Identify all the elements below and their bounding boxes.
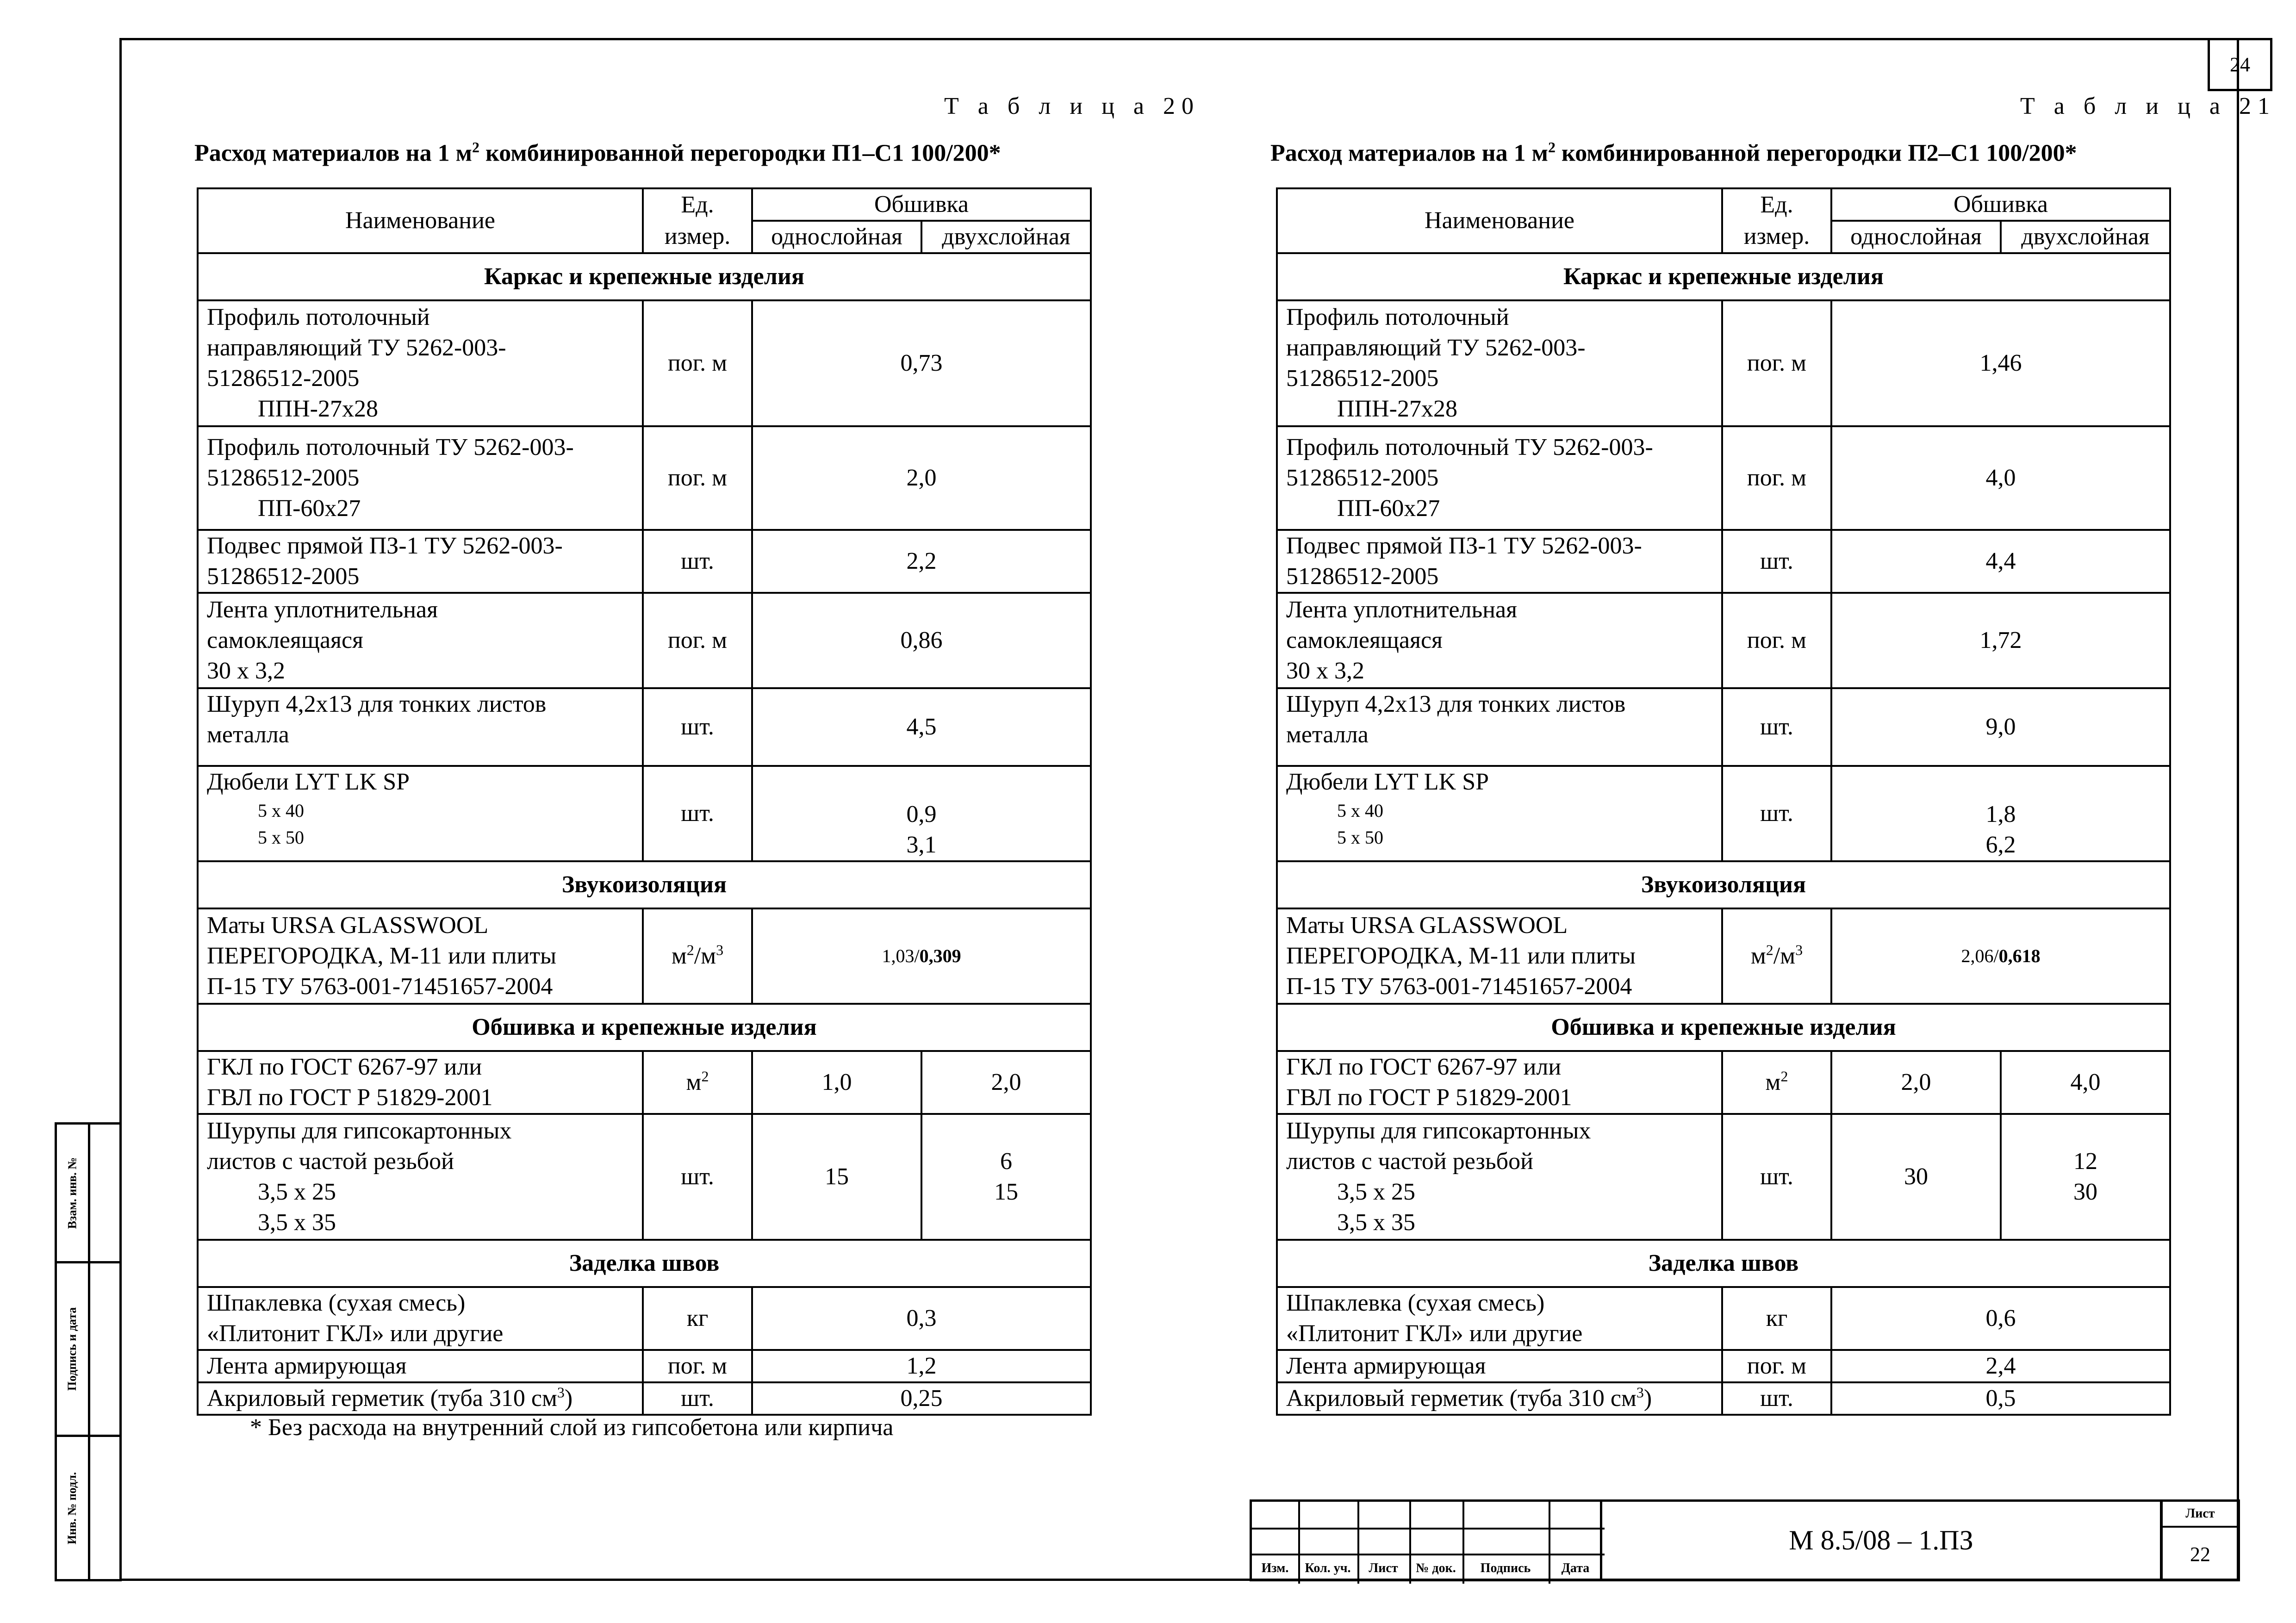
- side-cell-vzam: [55, 1122, 122, 1263]
- revision-grid: [1250, 1499, 1602, 1581]
- table-row: Шпаклевка (сухая смесь) «Плитонит ГКЛ» или другие кг 0,3: [198, 1287, 1091, 1350]
- header-unit-2: измер.: [1722, 221, 1831, 253]
- side-label-podpis: Подпись и дата: [65, 1307, 79, 1391]
- table-title: Расход материалов на 1 $м^2$ комбинированной перегородки П1–С1 100/200*: [194, 139, 1001, 167]
- header-cover: Обшивка: [752, 188, 1091, 221]
- section-seams: Заделка швов: [198, 1240, 1091, 1287]
- table-row: Шуруп 4,2х13 для тонких листов металла шт. 9,0: [1277, 688, 2170, 766]
- table-row: Профиль потолочный ТУ 5262-003- 51286512-2005 ПП-60х27 пог. м 4,0: [1277, 426, 2170, 530]
- sheet-label: Лист: [2163, 1502, 2238, 1528]
- header-two-layer: двухслойная: [921, 221, 1091, 253]
- side-cell-podpis: [55, 1261, 122, 1437]
- materials-table-21: [1276, 187, 2171, 1416]
- stamp-label-ndok: № док.: [1416, 1561, 1456, 1575]
- section-cover: Обшивка и крепежные изделия: [198, 1004, 1091, 1051]
- stamp-label-izm: Изм.: [1261, 1561, 1289, 1575]
- title-block: [1250, 1499, 2240, 1581]
- table-row: Профиль потолочный ТУ 5262-003- 51286512-2005 ПП-60х27 пог. м 2,0: [198, 426, 1091, 530]
- section-seams: Заделка швов: [1277, 1240, 2170, 1287]
- table-row: Подвес прямой ПЗ-1 ТУ 5262-003- 51286512-2005 шт. 2,2: [198, 530, 1091, 593]
- table-row: Акриловый герметик (туба 310 $см^3$) шт. 0,25: [198, 1382, 1091, 1415]
- table-row: Маты URSA GLASSWOOL ПЕРЕГОРОДКА, М-11 или плиты П-15 ТУ 5763-001-71451657-2004 $м^2/м^3$ 1,03/0,309: [198, 908, 1091, 1004]
- stamp-label-podpis: Подпись: [1480, 1561, 1531, 1575]
- table-row: Акриловый герметик (туба 310 $см^3$) шт. 0,5: [1277, 1382, 2170, 1415]
- side-cell-inv: [55, 1435, 122, 1581]
- table-row: Маты URSA GLASSWOOL ПЕРЕГОРОДКА, М-11 или плиты П-15 ТУ 5763-001-71451657-2004 $м^2/м^3$ 2,06/0,618: [1277, 908, 2170, 1004]
- header-one-layer: однослойная: [1831, 221, 2001, 253]
- table-row: Подвес прямой ПЗ-1 ТУ 5262-003- 51286512-2005 шт. 4,4: [1277, 530, 2170, 593]
- document-code: М 8.5/08 – 1.ПЗ: [1602, 1499, 2162, 1581]
- header-name: Наименование: [198, 188, 643, 253]
- table-number: Т а б л и ц а 20: [944, 93, 1200, 119]
- stamp-label-kol: Кол. уч.: [1305, 1561, 1351, 1575]
- header-one-layer: однослойная: [752, 221, 921, 253]
- table-row: Дюбели LYT LK SP 5 х 40 5 х 50 шт. 0,9 3,1: [198, 766, 1091, 861]
- header-unit: Ед.: [643, 188, 752, 221]
- table-row: Лента армирующая пог. м 1,2: [198, 1350, 1091, 1382]
- table-row: Лента уплотнительная самоклеящаяся 30 х 3,2 пог. м 0,86: [198, 593, 1091, 688]
- table-row: Дюбели LYT LK SP 5 х 40 5 х 50 шт. 1,8 6,2: [1277, 766, 2170, 861]
- section-sound: Звукоизоляция: [1277, 861, 2170, 908]
- page-number: 24: [2208, 38, 2272, 91]
- side-approval-strip: [55, 1122, 122, 1581]
- table-row: ГКЛ по ГОСТ 6267-97 или ГВЛ по ГОСТ Р 51829-2001 $м^2$ 2,0 4,0: [1277, 1051, 2170, 1114]
- materials-table-20: [197, 187, 1092, 1416]
- table-row: Профиль потолочный направляющий ТУ 5262-003- 51286512-2005 ППН-27х28 пог. м 1,46: [1277, 300, 2170, 426]
- table-number: Т а б л и ц а 21: [2020, 93, 2276, 119]
- sheet-box: [2160, 1499, 2240, 1581]
- header-unit-2: измер.: [643, 221, 752, 253]
- table-row: Лента армирующая пог. м 2,4: [1277, 1350, 2170, 1382]
- table-title: Расход материалов на 1 $м^2$ комбинированной перегородки П2–С1 100/200*: [1270, 139, 2077, 167]
- header-name: Наименование: [1277, 188, 1722, 253]
- table-row: Профиль потолочный направляющий ТУ 5262-003- 51286512-2005 ППН-27х28 пог. м 0,73: [198, 300, 1091, 426]
- header-unit: Ед.: [1722, 188, 1831, 221]
- sheet-number: 22: [2190, 1543, 2210, 1566]
- section-frame: Каркас и крепежные изделия: [198, 253, 1091, 300]
- table-row: ГКЛ по ГОСТ 6267-97 или ГВЛ по ГОСТ Р 51829-2001 $м^2$ 1,0 2,0: [198, 1051, 1091, 1114]
- table-row: Шурупы для гипсокартонных листов с частой резьбой 3,5 х 25 3,5 х 35 шт. 30 12 30: [1277, 1114, 2170, 1240]
- footnote: * Без расхода на внутренний слой из гипсобетона или кирпича: [250, 1414, 894, 1441]
- header-cover: Обшивка: [1831, 188, 2170, 221]
- section-cover: Обшивка и крепежные изделия: [1277, 1004, 2170, 1051]
- section-frame: Каркас и крепежные изделия: [1277, 253, 2170, 300]
- stamp-label-data: Дата: [1561, 1561, 1590, 1575]
- table-row: Шурупы для гипсокартонных листов с частой резьбой 3,5 х 25 3,5 х 35 шт. 15 6 15: [198, 1114, 1091, 1240]
- header-two-layer: двухслойная: [2001, 221, 2170, 253]
- table-row: Шпаклевка (сухая смесь) «Плитонит ГКЛ» или другие кг 0,6: [1277, 1287, 2170, 1350]
- side-label-vzam: Взам. инв. №: [65, 1157, 79, 1229]
- side-label-inv: Инв. № подл.: [65, 1472, 79, 1544]
- stamp-label-list: Лист: [1369, 1561, 1398, 1575]
- table-row: Шуруп 4,2х13 для тонких листов металла шт. 4,5: [198, 688, 1091, 766]
- table-row: Лента уплотнительная самоклеящаяся 30 х 3,2 пог. м 1,72: [1277, 593, 2170, 688]
- section-sound: Звукоизоляция: [198, 861, 1091, 908]
